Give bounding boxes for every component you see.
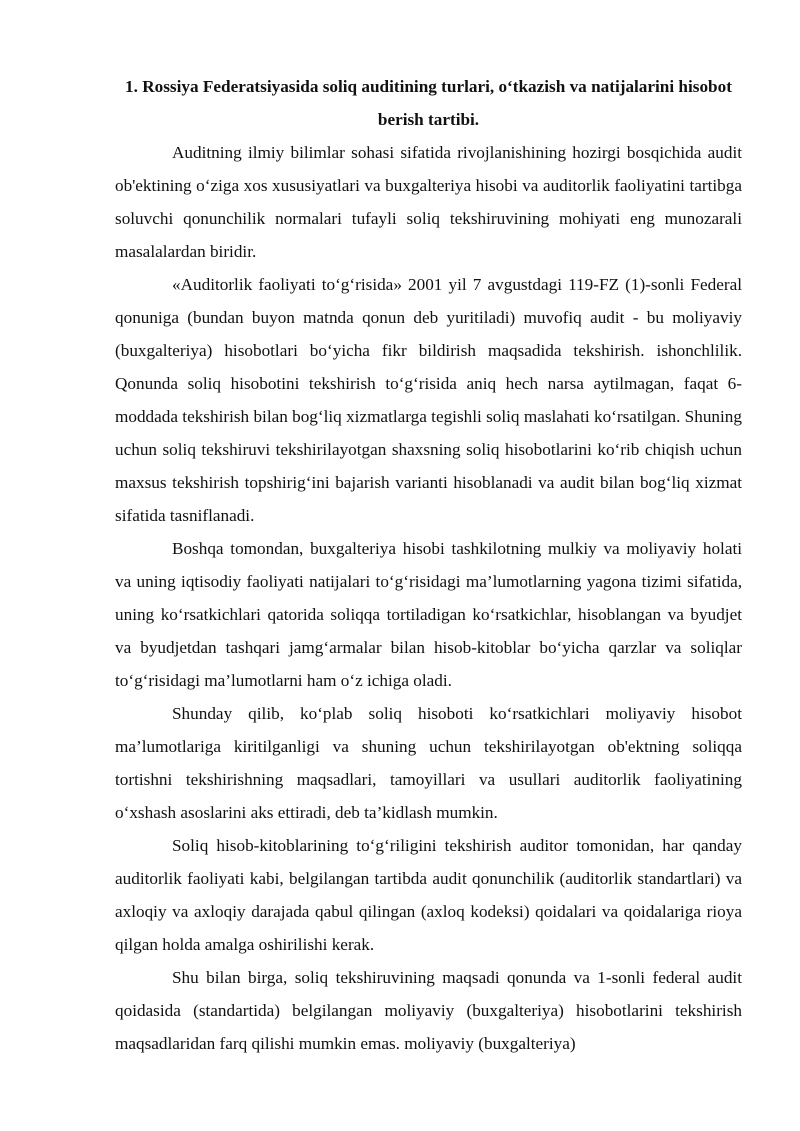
paragraph-2: «Auditorlik faoliyati to‘g‘risida» 2001 yil 7 avgustdagi 119-FZ (1)-sonli Federal qonuniga (bundan buyon matnda qonun deb yuritiladi) muvofiq audit - bu moliyaviy (buxgalteriya) hisobotlari bo‘yicha fikr bildirish maqsadida tekshirish. ishonchlilik. Qonunda soliq hisobotini tekshirish to‘g‘risida aniq hech narsa aytilmagan, faqat 6-moddada tekshirish bilan bog‘liq xizmatlarga tegishli soliq maslahati ko‘rsatilgan. Shuning uchun soliq tekshiruvi tekshirilayotgan shaxsning soliq hisobotlarini ko‘rib chiqish uchun maxsus tekshirish topshirig‘ini bajarish varianti hisoblanadi va audit bilan bog‘liq xizmat sifatida tasniflanadi. — [115, 275, 742, 525]
document-page — [115, 70, 742, 1060]
document-title: 1. Rossiya Federatsiyasida soliq auditining turlari, o‘tkazish va natijalarini hisobot berish tartibi. — [125, 77, 732, 129]
paragraph-5: Soliq hisob-kitoblarining to‘g‘riligini tekshirish auditor tomonidan, har qanday auditorlik faoliyati kabi, belgilangan tartibda audit qonunchilik (auditorlik standartlari) va axloqiy va axloqiy darajada qabul qilingan (axloq kodeksi) qoidalari va qoidalariga rioya qilgan holda amalga oshirilishi kerak. — [115, 836, 742, 954]
paragraph-6: Shu bilan birga, soliq tekshiruvining maqsadi qonunda va 1-sonli federal audit qoidasida (standartida) belgilangan moliyaviy (buxgalteriya) hisobotlarini tekshirish maqsadlaridan farq qilishi mumkin emas. moliyaviy (buxgalteriya) — [115, 968, 742, 1053]
paragraph-1: Auditning ilmiy bilimlar sohasi sifatida rivojlanishining hozirgi bosqichida audit ob'ektining o‘ziga xos xususiyatlari va buxgalteriya hisobi va auditorlik faoliyatini tartibga soluvchi qonunchilik normalari tufayli soliq tekshiruvining mohiyati eng munozarali masalalardan biridir. — [115, 143, 742, 261]
paragraph-3: Boshqa tomondan, buxgalteriya hisobi tashkilotning mulkiy va moliyaviy holati va uning iqtisodiy faoliyati natijalari to‘g‘risidagi ma’lumotlarning yagona tizimi sifatida, uning ko‘rsatkichlari qatorida soliqqa tortiladigan ko‘rsatkichlar, hisoblangan va byudjet va byudjetdan tashqari jamg‘armalar bilan hisob-kitoblar bo‘yicha qarzlar va soliqlar to‘g‘risidagi ma’lumotlarni ham o‘z ichiga oladi. — [115, 539, 742, 690]
paragraph-4: Shunday qilib, ko‘plab soliq hisoboti ko‘rsatkichlari moliyaviy hisobot ma’lumotlariga kiritilganligi va shuning uchun tekshirilayotgan ob'ektning soliqqa tortishni tekshirishning maqsadlari, tamoyillari va usullari auditorlik faoliyatining o‘xshash asoslarini aks ettiradi, deb ta’kidlash mumkin. — [115, 704, 742, 822]
